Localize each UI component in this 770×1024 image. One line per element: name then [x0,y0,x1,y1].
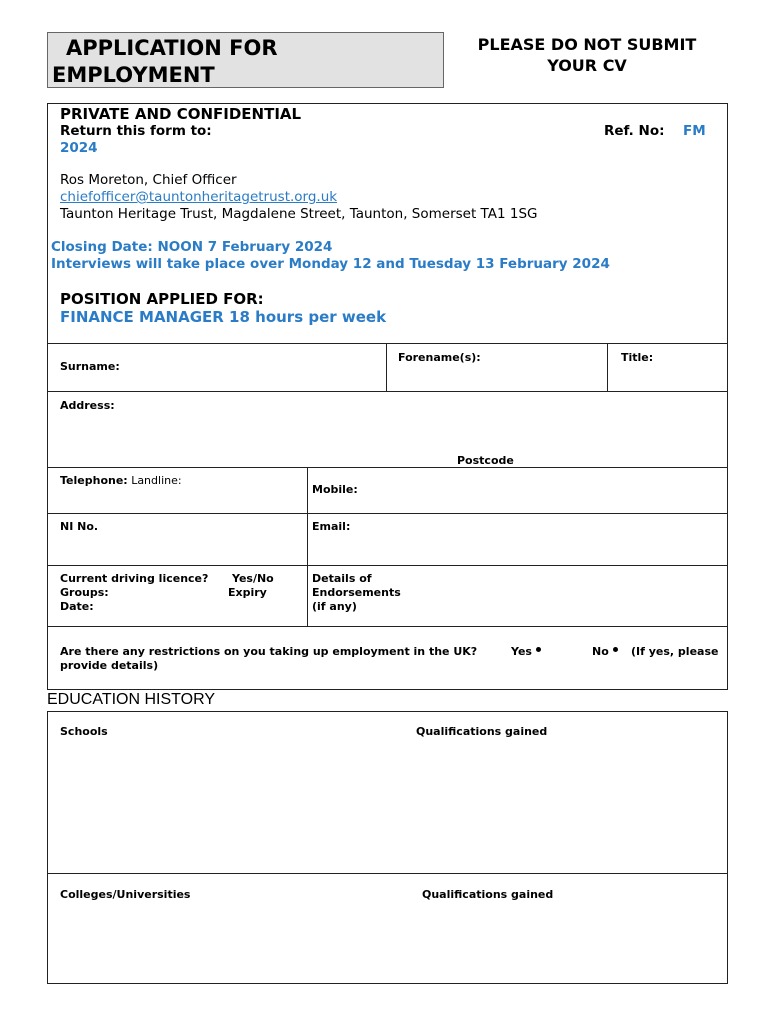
restrictions-no-option[interactable] [592,645,618,658]
endorsements-line2: Endorsements [312,586,401,599]
cv-notice [452,34,722,76]
interviews-note: Interviews will take place over Monday 12 and Tuesday 13 February 2024 [51,256,610,272]
yes-label: Yes [511,645,532,658]
groups-label: Groups: [60,586,109,599]
contact-email-link[interactable]: chiefofficer@tauntonheritagetrust.org.uk [60,189,338,205]
divider [47,513,728,514]
divider [47,565,728,566]
schools-field[interactable]: Schools [60,725,108,738]
forenames-field[interactable]: Forename(s): [398,351,481,364]
licence-yes-no[interactable]: Yes/No [232,572,274,585]
divider [47,467,728,468]
if-yes-note: (If yes, please [631,645,719,658]
year-label: 2024 [60,140,98,156]
postcode-field[interactable]: Postcode [457,454,514,467]
title-field[interactable]: Title: [621,351,654,364]
telephone-field[interactable] [60,474,182,487]
position-value: FINANCE MANAGER 18 hours per week [60,308,387,326]
contact-name: Ros Moreton, Chief Officer [60,172,237,188]
bullet-icon [613,647,618,652]
divider [47,626,728,627]
expiry-label: Expiry [228,586,267,599]
provide-details-note: provide details) [60,659,159,672]
endorsements-field[interactable] [312,572,401,614]
endorsements-line3: (if any) [312,600,357,613]
ni-number-field[interactable]: NI No. [60,520,99,533]
endorsements-line1: Details of [312,572,372,585]
mobile-field[interactable]: Mobile: [312,483,358,496]
closing-date: Closing Date: NOON 7 February 2024 [51,239,333,255]
email-field[interactable]: Email: [312,520,351,533]
divider [47,343,728,344]
surname-field[interactable]: Surname: [60,360,120,373]
form-title [47,32,444,88]
education-box [47,711,728,984]
school-qualifications-field[interactable]: Qualifications gained [416,725,548,738]
restrictions-question: Are there any restrictions on you taking up employment in the UK? [60,645,478,658]
restrictions-yes-option[interactable] [511,645,541,658]
form-title-line2: EMPLOYMENT [52,63,215,87]
telephone-label: Telephone: [60,474,128,487]
position-label: POSITION APPLIED FOR: [60,290,264,308]
address-field[interactable]: Address: [60,399,115,412]
divider [307,467,308,626]
divider [47,391,728,392]
college-qualifications-field[interactable]: Qualifications gained [422,888,554,901]
ref-value: FM [683,123,706,139]
landline-label: Landline: [131,474,182,487]
contact-address: Taunton Heritage Trust, Magdalene Street, Taunton, Somerset TA1 1SG [60,206,538,222]
no-label: No [592,645,609,658]
return-label: Return this form to: [60,123,212,139]
driving-licence-label: Current driving licence? [60,572,209,585]
divider [607,343,608,391]
ref-label: Ref. No: [604,123,665,139]
divider [386,343,387,391]
divider [47,873,728,874]
date-label: Date: [60,600,94,613]
confidential-label: PRIVATE AND CONFIDENTIAL [60,105,302,123]
form-title-line1: APPLICATION FOR [66,36,278,60]
colleges-field[interactable]: Colleges/Universities [60,888,191,901]
education-heading: EDUCATION HISTORY [47,691,216,708]
cv-notice-line1: PLEASE DO NOT SUBMIT [477,35,697,54]
bullet-icon [536,647,541,652]
cv-notice-line2: YOUR CV [547,56,627,75]
